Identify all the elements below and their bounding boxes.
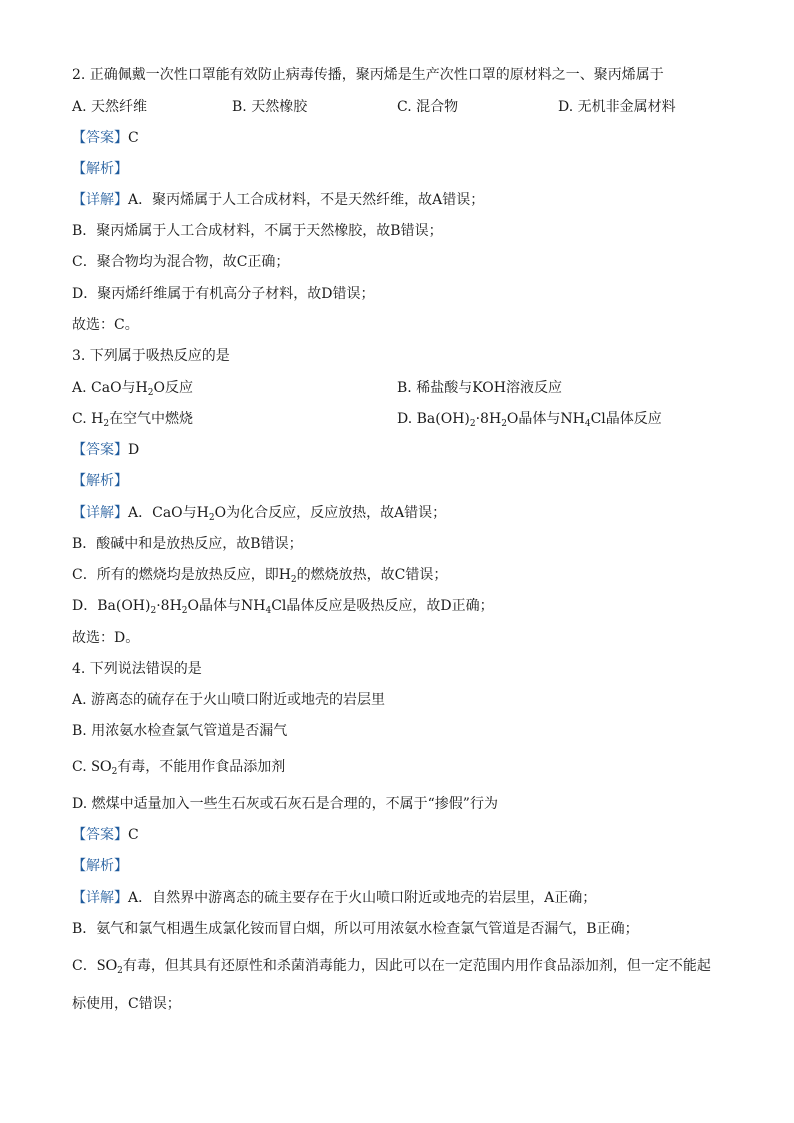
q3-detail-a (72, 503, 446, 523)
text: D. Ba(OH) (397, 411, 470, 427)
text: O为化合反应，反应放热，故A错误； (214, 505, 447, 521)
q4-analysis-tag (72, 856, 128, 876)
subscript: 2 (208, 513, 215, 523)
answer-tag: 【答案】 (72, 442, 128, 458)
q2-analysis-tag (72, 159, 128, 179)
subscript: 2 (111, 767, 118, 777)
text: 有毒，但其具有还原性和杀菌消毒能力，因此可以在一定范围内用作食品添加剂，但一定不能起 (122, 958, 711, 974)
q2-detail-c: C．聚合物均为混合物，故C正确； (72, 254, 290, 270)
q3-option-c (72, 409, 193, 429)
text: C．所有的燃烧均是放热反应，即H (72, 567, 291, 583)
detail-text: A．自然界中游离态的硫主要存在于火山喷口附近或地壳的岩层里，A正确； (128, 890, 597, 906)
subscript: 4 (265, 606, 272, 616)
q3-option-b: B. 稀盐酸与KOH溶液反应 (397, 380, 562, 396)
q4-detail-c-continued: 标使用，C错误； (72, 996, 181, 1012)
detail-tag: 【详解】 (72, 192, 128, 208)
q2-option-a: A. 天然纤维 (72, 99, 148, 115)
q4-option-b: B. 用浓氨水检查氯气管道是否漏气 (72, 723, 288, 739)
q4-option-d: D. 燃煤中适量加入一些生石灰或石灰石是合理的，不属于“掺假”行为 (72, 796, 498, 812)
text: O晶体与NH (506, 411, 585, 427)
formula: SO (91, 758, 112, 775)
answer-tag: 【答案】 (72, 130, 128, 146)
detail-text: A．聚丙烯属于人工合成材料，不是天然纤维，故A错误； (128, 192, 485, 208)
q2-stem: 2. 正确佩戴一次性口罩能有效防止病毒传播，聚丙烯是生产次性口罩的原材料之一、聚丙烯属于 (72, 67, 664, 83)
text: ·8H (156, 598, 182, 614)
text: 的燃烧放热，故C错误； (296, 567, 448, 583)
text: O晶体与NH (187, 598, 266, 614)
q4-stem: 4. 下列说法错误的是 (72, 661, 202, 677)
q2-detail-a (72, 190, 484, 210)
q4-answer (72, 825, 139, 845)
subscript: 2 (290, 575, 297, 585)
q3-stem: 3. 下列属于吸热反应的是 (72, 348, 230, 364)
q3-detail-d (72, 596, 494, 616)
text: A. CaO与H (72, 380, 148, 396)
q4-detail-b: B．氨气和氯气相遇生成氯化铵而冒白烟，所以可用浓氨水检查氯气管道是否漏气，B正确； (72, 921, 639, 937)
q3-option-a (72, 378, 193, 398)
text: C． (72, 958, 97, 974)
text: A．CaO与H (128, 505, 209, 521)
answer-tag: 【答案】 (72, 827, 128, 843)
q2-detail-b: B．聚丙烯属于人工合成材料，不属于天然橡胶，故B错误； (72, 223, 443, 239)
answer-value: D (128, 442, 140, 458)
answer-value: C (128, 827, 139, 843)
q4-option-a: A. 游离态的硫存在于火山喷口附近或地壳的岩层里 (72, 692, 386, 708)
subscript: 2 (103, 419, 110, 429)
text: 有毒，不能用作食品添加剂 (117, 759, 286, 775)
q3-answer (72, 440, 139, 460)
text: D．Ba(OH) (72, 598, 151, 614)
q2-conclusion: 故选：C。 (72, 317, 139, 333)
text: Cl晶体反应 (590, 411, 662, 427)
subscript: 2 (117, 966, 123, 976)
subscript: 2 (501, 419, 507, 429)
formula: SO (96, 957, 118, 974)
q2-detail-d: D．聚丙烯纤维属于有机高分子材料，故D错误； (72, 286, 375, 302)
q2-answer (72, 128, 139, 148)
text: C. H (72, 411, 104, 427)
q2-option-d: D. 无机非金属材料 (558, 99, 676, 115)
text: C. (72, 759, 92, 775)
detail-tag: 【详解】 (72, 505, 128, 521)
q3-option-d (397, 409, 662, 429)
q3-conclusion: 故选：D。 (72, 630, 140, 646)
subscript: 4 (584, 419, 591, 429)
analysis-tag: 【解析】 (72, 473, 128, 489)
q2-option-c: C. 混合物 (397, 99, 459, 115)
subscript: 2 (150, 606, 157, 616)
q4-detail-a (72, 888, 596, 908)
q4-option-c (72, 757, 285, 777)
text: 在空气中燃烧 (109, 411, 194, 427)
detail-tag: 【详解】 (72, 890, 128, 906)
subscript: 2 (147, 388, 154, 398)
analysis-tag: 【解析】 (72, 858, 128, 874)
text: ·8H (475, 411, 502, 427)
answer-value: C (128, 130, 139, 146)
subscript: 2 (181, 606, 188, 616)
text: O反应 (153, 380, 193, 396)
q3-detail-c (72, 565, 447, 585)
q2-option-b: B. 天然橡胶 (232, 99, 308, 115)
subscript: 2 (469, 419, 476, 429)
q4-detail-c (72, 956, 711, 976)
text: Cl晶体反应是吸热反应，故D正确； (271, 598, 494, 614)
q3-detail-b: B．酸碱中和是放热反应，故B错误； (72, 536, 303, 552)
analysis-tag: 【解析】 (72, 161, 128, 177)
q3-analysis-tag (72, 471, 128, 491)
